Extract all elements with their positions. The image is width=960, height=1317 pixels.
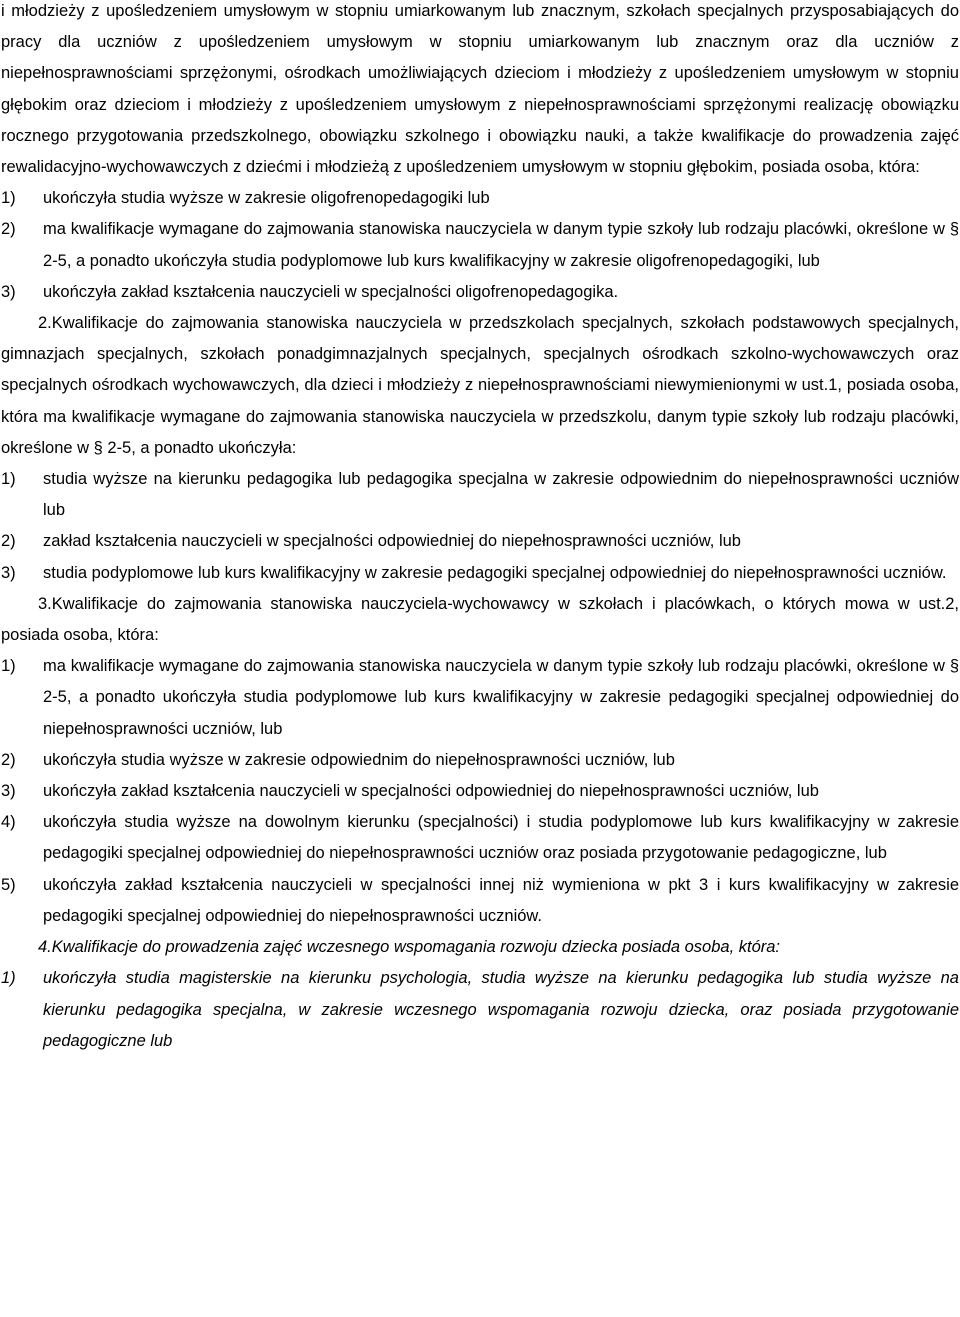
list-item-number: 1)	[1, 657, 16, 676]
list-item	[1, 277, 959, 308]
paragraph-2: 2.Kwalifikacje do zajmowania stanowiska nauczyciela w przedszkolach specjalnych, szkołach podstawowych specjalnych, gimnazjach specjalnych, szkołach ponadgimnazjalnych specjalnych, specjalnych ośrodkach szkolno-wychowawczych oraz specjalnych ośrodkach wychowawczych, dla dzieci i młodzieży z niepełnosprawnościami niewymienionymi w ust.1, posiada osoba, która ma kwalifikacje wymagane do zajmowania stanowiska nauczyciela w przedszkolu, danym typie szkoły lub rodzaju placówki, określone w § 2-5, a ponadto ukończyła:	[1, 314, 959, 457]
list-item-number: 4)	[1, 813, 16, 832]
list-item	[1, 745, 959, 776]
list-item	[1, 776, 959, 807]
list-item-number: 2)	[1, 220, 16, 239]
list-item-number: 3)	[1, 282, 16, 301]
list-4	[1, 963, 959, 1057]
list-item-number: 1)	[1, 470, 16, 489]
list-item-number: 5)	[1, 875, 16, 894]
list-item	[1, 963, 959, 1057]
paragraph-4: 4.Kwalifikacje do prowadzenia zajęć wczesnego wspomagania rozwoju dziecka posiada osoba, która:	[38, 938, 781, 957]
list-item-text: ukończyła zakład kształcenia nauczycieli w specjalności odpowiedniej do niepełnosprawności uczniów, lub	[43, 782, 819, 801]
list-item-text: ukończyła studia wyższe na dowolnym kierunku (specjalności) i studia podyplomowe lub kurs kwalifikacyjny w zakresie pedagogiki specjalnej odpowiedniej do niepełnosprawności uczniów oraz posiada przygotowanie pedagogiczne, lub	[43, 813, 959, 863]
list-item-text: ukończyła zakład kształcenia nauczycieli w specjalności innej niż wymieniona w pkt 3 i kurs kwalifikacyjny w zakresie pedagogiki specjalnej odpowiedniej do niepełnosprawności uczniów.	[43, 875, 959, 925]
paragraph-3: 3.Kwalifikacje do zajmowania stanowiska nauczyciela-wychowawcy w szkołach i placówkach, o których mowa w ust.2, posiada osoba, która:	[1, 594, 959, 645]
list-item	[1, 464, 959, 526]
list-item	[1, 183, 959, 214]
list-item-text: zakład kształcenia nauczycieli w specjalności odpowiedniej do niepełnosprawności uczniów, lub	[43, 532, 741, 551]
list-item-number: 2)	[1, 532, 16, 551]
list-item	[1, 558, 959, 589]
list-item-number: 3)	[1, 563, 16, 582]
list-item-number: 2)	[1, 750, 16, 769]
list-item-number: 1)	[1, 189, 16, 208]
list-item	[1, 807, 959, 869]
list-item	[1, 526, 959, 557]
list-3	[1, 651, 959, 932]
list-item-text: ukończyła studia magisterskie na kierunku psychologia, studia wyższe na kierunku pedagogika lub studia wyższe na kierunku pedagogika specjalna, w zakresie wczesnego wspomagania rozwoju dziecka, oraz posiada przygotowanie pedagogiczne lub	[43, 969, 959, 1050]
list-2	[1, 464, 959, 589]
list-item-number: 3)	[1, 782, 16, 801]
list-item	[1, 870, 959, 932]
list-item-text: studia podyplomowe lub kurs kwalifikacyjny w zakresie pedagogiki specjalnej odpowiedniej do niepełnosprawności uczniów.	[43, 563, 947, 582]
list-item-text: ukończyła zakład kształcenia nauczycieli w specjalności oligofrenopedagogika.	[43, 282, 619, 301]
list-item-text: studia wyższe na kierunku pedagogika lub pedagogika specjalna w zakresie odpowiednim do niepełnosprawności uczniów lub	[43, 470, 959, 520]
list-item	[1, 214, 959, 276]
list-item-text: ukończyła studia wyższe w zakresie oligofrenopedagogiki lub	[43, 189, 490, 208]
list-item-number: 1)	[1, 969, 16, 988]
list-item-text: ukończyła studia wyższe w zakresie odpowiednim do niepełnosprawności uczniów, lub	[43, 750, 675, 769]
list-1	[1, 183, 959, 308]
list-item	[1, 651, 959, 745]
list-item-text: ma kwalifikacje wymagane do zajmowania stanowiska nauczyciela w danym typie szkoły lub rodzaju placówki, określone w § 2-5, a ponadto ukończyła studia podyplomowe lub kurs kwalifikacyjny w zakresie oligofrenopedagogiki, lub	[43, 220, 959, 270]
list-item-text: ma kwalifikacje wymagane do zajmowania stanowiska nauczyciela w danym typie szkoły lub rodzaju placówki, określone w § 2-5, a ponadto ukończyła studia podyplomowe lub kurs kwalifikacyjny w zakresie pedagogiki specjalnej odpowiedniej do niepełnosprawności uczniów, lub	[43, 657, 959, 738]
intro-paragraph: i młodzieży z upośledzeniem umysłowym w stopniu umiarkowanym lub znacznym, szkołach specjalnych przysposabiających do pracy dla uczniów z upośledzeniem umysłowym w stopniu umiarkowanym lub znacznym oraz dla uczniów z niepełnosprawnościami sprzężonymi, ośrodkach umożliwiających dzieciom i młodzieży z upośledzeniem umysłowym w stopniu głębokim oraz dzieciom i młodzieży z upośledzeniem umysłowym z niepełnosprawnościami sprzężonymi realizację obowiązku rocznego przygotowania przedszkolnego, obowiązku szkolnego i obowiązku nauki, a także kwalifikacje do prowadzenia zajęć rewalidacyjno-wychowawczych z dziećmi i młodzieżą z upośledzeniem umysłowym w stopniu głębokim, posiada osoba, która:	[1, 2, 959, 177]
